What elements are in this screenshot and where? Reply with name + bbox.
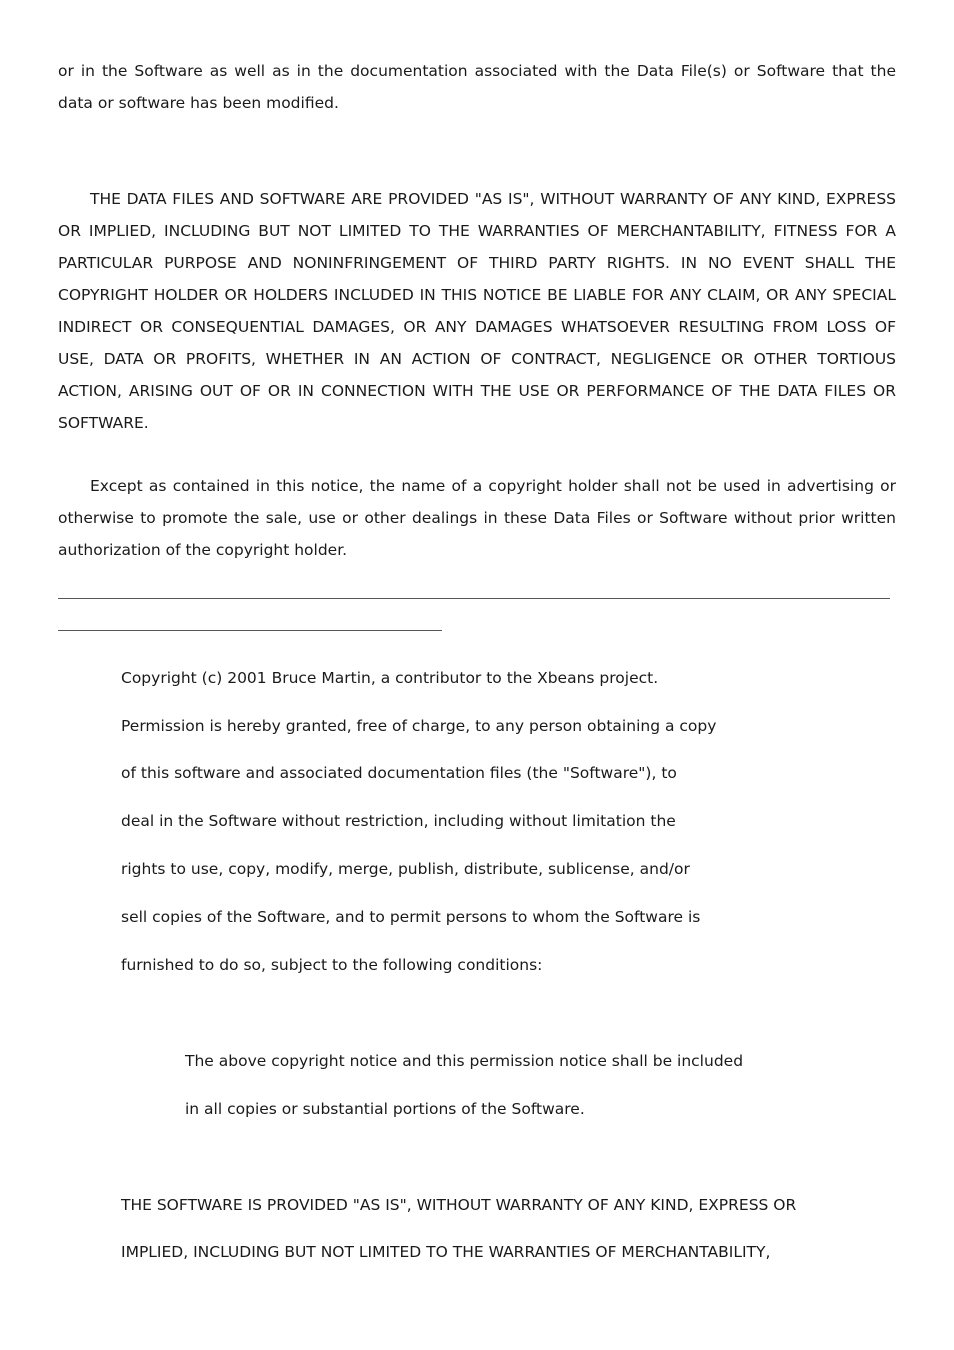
disclaimer-line: IMPLIED, INCLUDING BUT NOT LIMITED TO THE WARRANTIES OF MERCHANTABILITY, xyxy=(121,1243,771,1261)
section-divider-long xyxy=(58,598,890,599)
permission-line: sell copies of the Software, and to permit persons to whom the Software is xyxy=(121,908,701,926)
disclaimer-line: THE SOFTWARE IS PROVIDED "AS IS", WITHOUT WARRANTY OF ANY KIND, EXPRESS OR xyxy=(121,1196,797,1214)
copyright-line: Copyright (c) 2001 Bruce Martin, a contributor to the Xbeans project. xyxy=(121,669,659,687)
permission-line: deal in the Software without restriction, including without limitation the xyxy=(121,812,676,830)
condition-line: The above copyright notice and this permission notice shall be included xyxy=(185,1052,744,1070)
permission-line: rights to use, copy, modify, merge, publish, distribute, sublicense, and/or xyxy=(121,860,690,878)
permission-line: furnished to do so, subject to the following conditions: xyxy=(121,956,543,974)
warranty-disclaimer-paragraph: THE DATA FILES AND SOFTWARE ARE PROVIDED "AS IS", WITHOUT WARRANTY OF ANY KIND, EXPRESS OR IMPLIED, INCLUDING BUT NOT LIMITED TO THE WARRANTIES OF MERCHANTABILITY, FITNESS FOR A PARTICULAR PURPOSE AND NONINFRINGEMENT OF THIRD PARTY RIGHTS. IN NO EVENT SHALL THE COPYRIGHT HOLDER OR HOLDERS INCLUDED IN THIS NOTICE BE LIABLE FOR ANY CLAIM, OR ANY SPECIAL INDIRECT OR CONSEQUENTIAL DAMAGES, OR ANY DAMAGES WHATSOEVER RESULTING FROM LOSS OF USE, DATA OR PROFITS, WHETHER IN AN ACTION OF CONTRACT, NEGLIGENCE OR OTHER TORTIOUS ACTION, ARISING OUT OF OR IN CONNECTION WITH THE USE OR PERFORMANCE OF THE DATA FILES OR SOFTWARE. xyxy=(58,190,896,432)
section-divider-short xyxy=(58,630,442,631)
permission-line: of this software and associated documentation files (the "Software"), to xyxy=(121,764,677,782)
advertising-restriction-paragraph: Except as contained in this notice, the name of a copyright holder shall not be used in advertising or otherwise to promote the sale, use or other dealings in these Data Files or Software without prior written authorization of the copyright holder. xyxy=(58,477,896,559)
permission-line: Permission is hereby granted, free of charge, to any person obtaining a copy xyxy=(121,717,717,735)
condition-line: in all copies or substantial portions of the Software. xyxy=(185,1100,585,1118)
intro-continuation-paragraph: or in the Software as well as in the documentation associated with the Data File(s) or Software that the data or software has been modified. xyxy=(58,62,896,112)
